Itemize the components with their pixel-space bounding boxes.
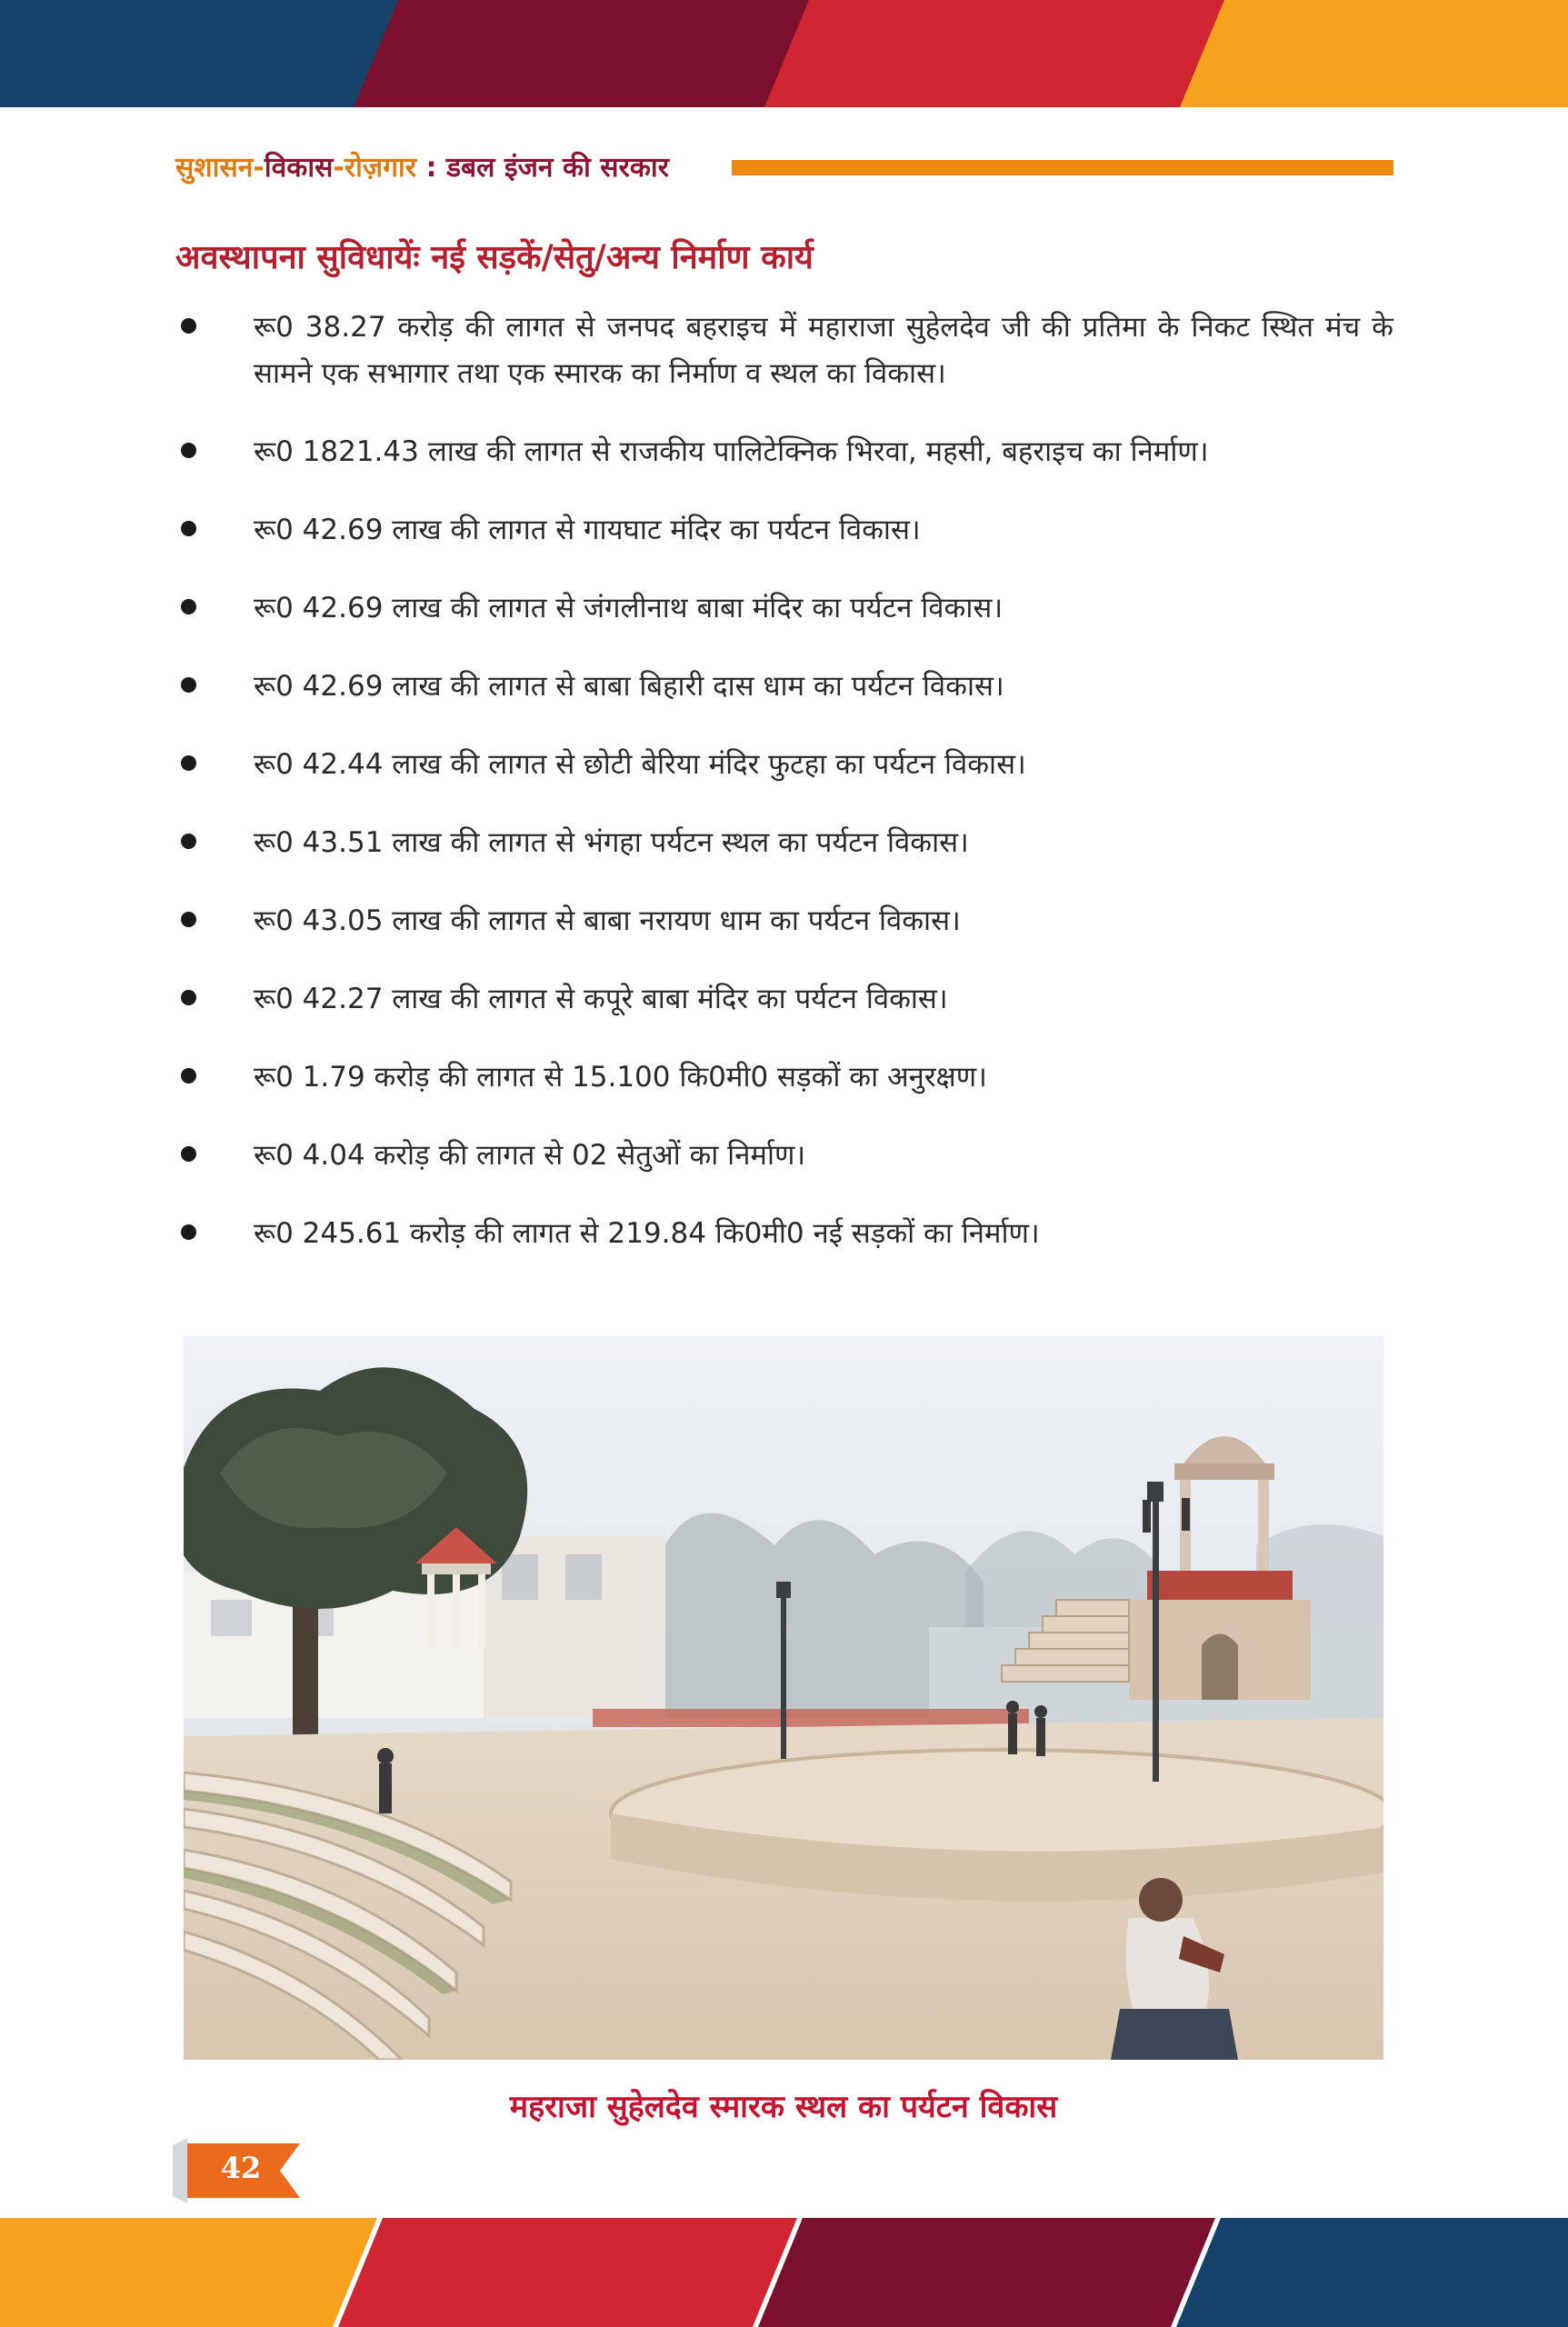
page-number-tab: [173, 2138, 309, 2203]
list-item: रू0 43.51 लाख की लागत से भंगहा पर्यटन स्थल का पर्यटन विकास।: [175, 820, 1393, 898]
section-heading: अवस्थापना सुविधायेंः नई सड़कें/सेतु/अन्य निर्माण कार्य: [175, 238, 814, 276]
page-number: 42: [220, 2151, 262, 2185]
memorial-site-photo: [184, 1336, 1383, 2060]
bullet-icon: [181, 912, 196, 927]
list-item: रू0 42.44 लाख की लागत से छोटी बेरिया मंदिर फुटहा का पर्यटन विकास।: [175, 742, 1393, 820]
list-item: रू0 42.27 लाख की लागत से कपूरे बाबा मंदिर का पर्यटन विकास।: [175, 976, 1393, 1054]
bullet-list: [175, 305, 1393, 1289]
bullet-icon: [181, 990, 196, 1005]
bullet-icon: [181, 755, 196, 771]
list-item: रू0 38.27 करोड़ की लागत से जनपद बहराइच में महाराजा सुहेलदेव जी की प्रतिमा के निकट स्थित मंच के सामने एक सभागार तथा एक स्मारक का निर्माण व स्थल का विकास।: [175, 305, 1393, 397]
bullet-icon: [181, 521, 196, 536]
bullet-icon: [181, 1068, 196, 1084]
header-title: सुशासन-विकास-रोज़गार : डबल इंजन की सरकार: [175, 152, 669, 184]
bullet-icon: [181, 1224, 196, 1240]
list-item: रू0 42.69 लाख की लागत से गायघाट मंदिर का पर्यटन विकास।: [175, 507, 1393, 585]
bottom-color-band: [0, 2218, 1568, 2327]
header-rule: [732, 160, 1393, 175]
bullet-icon: [181, 318, 196, 334]
running-header: [175, 144, 1393, 189]
bullet-icon: [181, 443, 196, 458]
bullet-icon: [181, 1146, 196, 1162]
top-color-band: [0, 0, 1568, 107]
photo-caption: महराजा सुहेलदेव स्मारक स्थल का पर्यटन विकास: [509, 2089, 1058, 2125]
bullet-icon: [181, 677, 196, 693]
list-item: रू0 42.69 लाख की लागत से जंगलीनाथ बाबा मंदिर का पर्यटन विकास।: [175, 585, 1393, 664]
list-item: रू0 42.69 लाख की लागत से बाबा बिहारी दास धाम का पर्यटन विकास।: [175, 664, 1393, 742]
list-item: रू0 1.79 करोड़ की लागत से 15.100 कि0मी0 सड़कों का अनुरक्षण।: [175, 1054, 1393, 1133]
bullet-icon: [181, 599, 196, 614]
list-item: रू0 43.05 लाख की लागत से बाबा नरायण धाम का पर्यटन विकास।: [175, 898, 1393, 976]
list-item: रू0 1821.43 लाख की लागत से राजकीय पालिटेक्निक भिरवा, महसी, बहराइच का निर्माण।: [175, 429, 1393, 507]
list-item: रू0 4.04 करोड़ की लागत से 02 सेतुओं का निर्माण।: [175, 1133, 1393, 1211]
list-item: रू0 245.61 करोड़ की लागत से 219.84 कि0मी0 नई सड़कों का निर्माण।: [175, 1211, 1393, 1289]
bullet-icon: [181, 834, 196, 849]
